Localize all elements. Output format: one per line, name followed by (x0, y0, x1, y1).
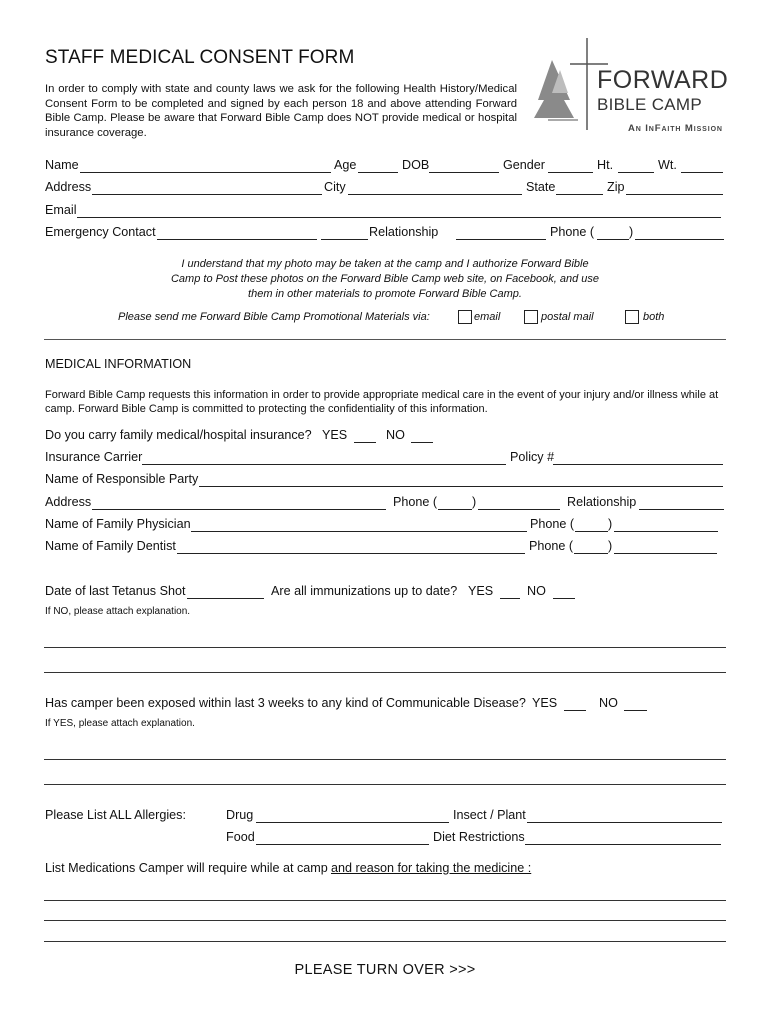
personal-row-3 (45, 203, 725, 221)
emergency-phone-field[interactable] (635, 239, 724, 240)
diet-restrictions-label: Diet Restrictions (433, 830, 525, 844)
allergies-row-2 (45, 830, 725, 848)
insurance-question-row (45, 428, 725, 446)
medications-label: List Medications Camper will require while at camp (45, 861, 328, 875)
dentist-row (45, 539, 725, 557)
gender-label: Gender (503, 158, 546, 172)
photo-consent-line-2: Camp to Post these photos on the Forward Bible Camp web site, on Facebook, and use (170, 273, 600, 285)
party-relationship-label: Relationship (567, 495, 637, 509)
communicable-yes-label: YES (532, 696, 558, 710)
responsible-party-row (45, 472, 725, 490)
immunizations-no-field[interactable] (553, 598, 575, 599)
drug-allergy-field[interactable] (256, 822, 449, 823)
insurance-carrier-row (45, 450, 725, 468)
height-label: Ht. (597, 158, 614, 172)
email-checkbox[interactable] (458, 310, 472, 324)
photo-consent-line-1: I understand that my photo may be taken at the camp and I authorize Forward Bible (181, 258, 589, 270)
state-label: State (526, 180, 556, 194)
explanation-line-2[interactable] (44, 672, 726, 673)
diet-restrictions-field[interactable] (525, 844, 721, 845)
address-label: Address (45, 180, 92, 194)
explanation-line-1[interactable] (44, 647, 726, 648)
insurance-yes-field[interactable] (354, 442, 376, 443)
communicable-yes-field[interactable] (564, 710, 586, 711)
emergency-phone-area-field[interactable] (597, 239, 629, 240)
emergency-phone-paren: ) (629, 225, 634, 239)
insurance-no-field[interactable] (411, 442, 433, 443)
emergency-contact-label: Emergency Contact (45, 225, 156, 239)
insect-plant-allergy-field[interactable] (527, 822, 722, 823)
food-allergy-field[interactable] (256, 844, 429, 845)
age-field[interactable] (358, 172, 398, 173)
logo-name-line2: BIBLE CAMP (597, 95, 703, 114)
weight-label: Wt. (658, 158, 677, 172)
logo-name-line1: FORWARD (597, 66, 729, 94)
section-divider (44, 339, 726, 340)
party-phone-paren: ) (472, 495, 477, 509)
physician-row (45, 517, 725, 535)
emergency-phone-label: Phone ( (550, 225, 595, 239)
tetanus-label: Date of last Tetanus Shot (45, 584, 186, 598)
city-label: City (324, 180, 346, 194)
immunizations-question: Are all immunizations up to date? (271, 584, 458, 598)
intro-text: In order to comply with state and county laws we ask for the following Health History/Medical Consent Form to be completed and signed by each person 18 and above attending Forward Bible Camp. Please be aware that Forward Bible Camp does NOT provide medical or hospital insurance coverage. (45, 83, 517, 139)
physician-phone-paren: ) (608, 517, 613, 531)
dentist-phone-area-field[interactable] (574, 553, 608, 554)
medical-section-title: MEDICAL INFORMATION (45, 357, 192, 371)
explanation-line-4[interactable] (44, 784, 726, 785)
personal-row-2 (45, 180, 725, 198)
personal-row-1 (45, 158, 725, 176)
gender-field[interactable] (548, 172, 593, 173)
party-phone-label: Phone ( (393, 495, 438, 509)
responsible-party-field[interactable] (199, 486, 723, 487)
explanation-line-3[interactable] (44, 759, 726, 760)
immunizations-no-label: NO (527, 584, 546, 598)
dentist-phone-field[interactable] (614, 553, 717, 554)
zip-field[interactable] (626, 194, 723, 195)
dentist-label: Name of Family Dentist (45, 539, 176, 553)
drug-allergy-label: Drug (226, 808, 254, 822)
physician-field[interactable] (191, 531, 527, 532)
immunizations-yes-label: YES (468, 584, 494, 598)
insurance-carrier-field[interactable] (142, 464, 506, 465)
weight-field[interactable] (681, 172, 723, 173)
allergies-row-1 (45, 808, 725, 826)
immunizations-yes-field[interactable] (500, 598, 520, 599)
logo-tagline: An InFaith Mission (628, 123, 723, 134)
emergency-relationship-label: Relationship (369, 225, 439, 239)
physician-phone-field[interactable] (614, 531, 718, 532)
physician-phone-area-field[interactable] (575, 531, 608, 532)
party-phone-field[interactable] (478, 509, 560, 510)
city-field[interactable] (348, 194, 522, 195)
dentist-field[interactable] (177, 553, 525, 554)
promo-label: Please send me Forward Bible Camp Promotional Materials via: (118, 311, 430, 323)
communicable-note: If YES, please attach explanation. (45, 718, 195, 729)
age-label: Age (334, 158, 357, 172)
email-label: Email (45, 203, 77, 217)
communicable-row (45, 696, 725, 714)
medications-line-1[interactable] (44, 900, 726, 901)
camp-logo (530, 38, 730, 138)
communicable-question: Has camper been exposed within last 3 weeks to any kind of Communicable Disease? (45, 696, 526, 710)
policy-label: Policy # (510, 450, 555, 464)
tetanus-note: If NO, please attach explanation. (45, 606, 191, 617)
insurance-no-label: NO (386, 428, 405, 442)
dob-label: DOB (402, 158, 430, 172)
both-checkbox[interactable] (625, 310, 639, 324)
responsible-party-label: Name of Responsible Party (45, 472, 199, 486)
medications-row (45, 861, 725, 879)
postal-mail-checkbox[interactable] (524, 310, 538, 324)
tetanus-row (45, 584, 725, 602)
height-field[interactable] (618, 172, 654, 173)
photo-consent-line-3: them in other materials to promote Forward Bible Camp. (248, 288, 522, 300)
zip-label: Zip (607, 180, 625, 194)
insect-plant-allergy-label: Insect / Plant (453, 808, 526, 822)
dob-field[interactable] (429, 172, 499, 173)
physician-label: Name of Family Physician (45, 517, 191, 531)
communicable-no-label: NO (599, 696, 618, 710)
postal-mail-option-label: postal mail (541, 311, 594, 323)
policy-field[interactable] (553, 464, 723, 465)
party-address-row (45, 495, 725, 513)
form-title: STAFF MEDICAL CONSENT FORM (45, 47, 355, 68)
dentist-phone-paren: ) (608, 539, 613, 553)
party-phone-area-field[interactable] (438, 509, 472, 510)
state-field[interactable] (556, 194, 603, 195)
physician-phone-label: Phone ( (530, 517, 575, 531)
name-field[interactable] (80, 172, 331, 173)
party-relationship-field[interactable] (639, 509, 724, 510)
turn-over-note: PLEASE TURN OVER >>> (294, 962, 476, 978)
email-option-label: email (474, 311, 501, 323)
personal-row-4 (45, 225, 725, 243)
insurance-question: Do you carry family medical/hospital insurance? (45, 428, 312, 442)
medications-reason-label: and reason for taking the medicine : (331, 861, 532, 875)
address-field[interactable] (92, 194, 322, 195)
emergency-contact-field[interactable] (157, 239, 317, 240)
party-address-field[interactable] (92, 509, 386, 510)
insurance-carrier-label: Insurance Carrier (45, 450, 143, 464)
emergency-relationship-field[interactable] (456, 239, 546, 240)
communicable-no-field[interactable] (624, 710, 647, 711)
party-address-label: Address (45, 495, 92, 509)
insurance-yes-label: YES (322, 428, 348, 442)
tetanus-field[interactable] (187, 598, 264, 599)
photo-consent (0, 257, 770, 302)
emergency-relationship-prefix-field[interactable] (321, 239, 368, 240)
both-option-label: both (643, 311, 665, 323)
email-field[interactable] (77, 217, 721, 218)
food-allergy-label: Food (226, 830, 255, 844)
allergies-label: Please List ALL Allergies: (45, 808, 186, 822)
medications-line-3[interactable] (44, 941, 726, 942)
dentist-phone-label: Phone ( (529, 539, 574, 553)
name-label: Name (45, 158, 79, 172)
medical-intro: Forward Bible Camp requests this information in order to provide appropriate medical care in the event of your injury and/or illness while at camp. Forward Bible Camp is committed to protecting the confidentiality of this information. (45, 389, 719, 415)
medications-line-2[interactable] (44, 920, 726, 921)
